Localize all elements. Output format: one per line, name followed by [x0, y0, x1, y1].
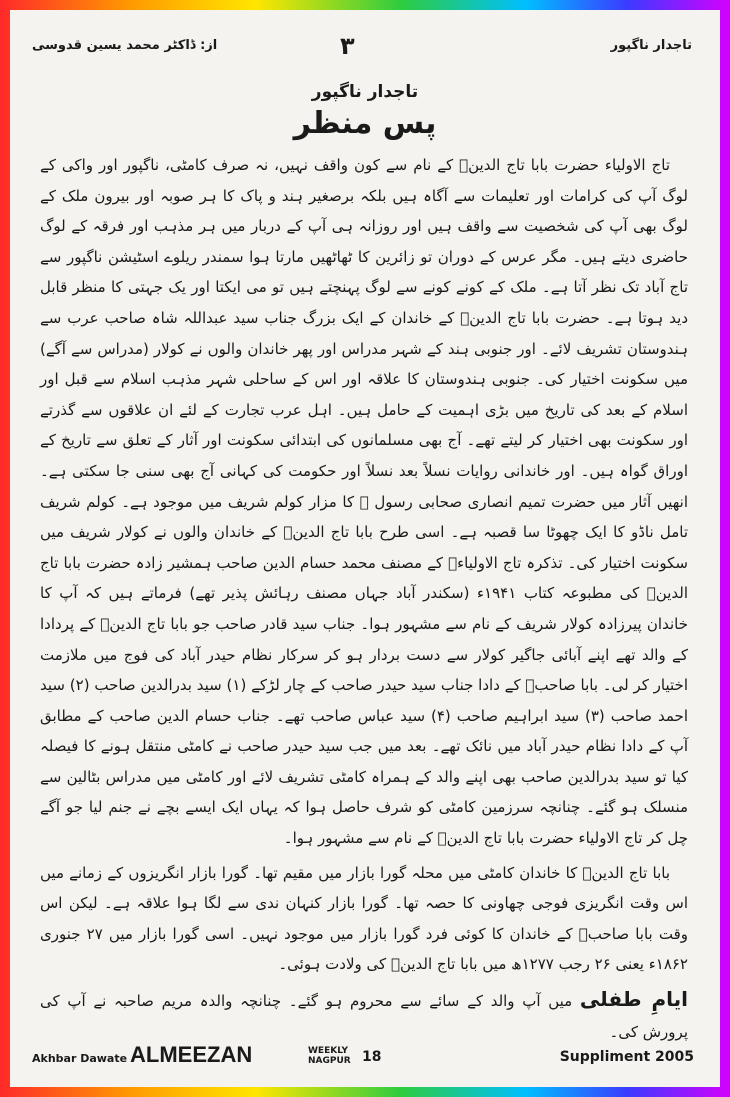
page-footer	[32, 1042, 694, 1076]
footer-left-label: Akhbar Dawate	[32, 1052, 128, 1065]
closing-paragraph	[40, 984, 688, 1047]
article-paragraph: تاج الاولیاء حضرت بابا تاج الدینؒ کے نام سے کون واقف نہیں، نہ صرف کامٹی، ناگپور اور واکی کے لوگ آپ کی کرامات اور تعلیمات سے آگاہ ہیں بلکہ برصغیر ہند و پاک کا ہر صوبہ اور بیرون ملک کے لوگ بھی آپ کی شخصیت سے واقف ہیں اور روزانہ ہی آپ کے دربار میں ہر مذہب اور فرقہ کے لوگ حاضری دیتے ہیں۔ مگر عرس کے دوران تو زائرین کا ٹھاٹھیں مارتا ہوا سمندر ریلوے اسٹیشن ناگپور سے تاج آباد تک نظر آتا ہے۔ ملک کے کونے کونے سے لوگ پہنچتے ہیں تو می ایکتا اور یک جہتی کا منظر قابل دید ہوتا ہے۔ حضرت بابا تاج الدینؒ کے خاندان کے ایک بزرگ جناب سید عبداللہ شاہ صاحب عرب سے ہندوستان تشریف لائے۔ اور جنوبی ہند کے شہر مدراس اور پھر خاندان والوں نے کولار (مدراس سے آگے) میں سکونت اختیار کی۔ جنوبی ہندوستان کا علاقہ اور اس کے ساحلی شہر مذہب اسلام سے قبل اور اسلام کے بعد کی تاریخ میں بڑی اہمیت کے حامل ہیں۔ اہل عرب تجارت کے لئے ان علاقوں سے گذرتے اور سکونت بھی اختیار کر لیتے تھے۔ آج بھی مسلمانوں کی ابتدائی سکونت اور آثار کے تعلق سے تاریخ کے اوراق گواہ ہیں۔ اور خاندانی روایات نسلاً بعد نسلاً اور حکومت کی کہانی آج بھی سنی جا سکتی ہے۔ انھیں آثار میں حضرت تمیم انصاری صحابی رسول ﷺ کا مزار کولم شریف میں موجود ہے۔ کولم شریف تامل ناڈو کا ایک چھوٹا سا قصبہ ہے۔ اسی طرح بابا تاج الدینؒ کے خاندان والوں نے کولار شریف میں سکونت اختیار کی۔ تذکرہ تاج الاولیاءؒ کے مصنف محمد حسام الدین صاحب ہمشیر زادہ حضرت بابا تاج الدینؒ کی مطبوعہ کتاب ۱۹۴۱ء (سکندر آباد جہاں مصنف رہائش پذیر تھے) فرماتے ہیں کہ آپ کا خاندان پیرزادہ کولار شریف کے نام سے مشہور ہوا۔ جناب سید قادر صاحب جو بابا تاج الدینؒ کے پردادا کے والد تھے اپنے آبائی جاگیر کولار سے دست بردار ہو کر سرکار نظام حیدر آباد کی فوج میں ملازمت اختیار کر لی۔ بابا صاحبؒ کے دادا جناب سید حیدر صاحب کے چار لڑکے (۱) سید بدرالدین صاحب (۲) سید احمد صاحب (۳) سید ابراہیم صاحب (۴) سید عباس صاحب تھے۔ جناب حسام الدین صاحب کے مطابق آپ کے دادا نظام حیدر آباد میں نائک تھے۔ بعد میں جب سید حیدر صاحب نے کامٹی منتقل ہونے کا فیصلہ کیا تو سید بدرالدین صاحب بھی اپنے والد کے ہمراہ کامٹی تشریف لائے اور کامٹی میں مدراس بٹالین سے منسلک ہو گئے۔ چنانچہ سرزمین کامٹی کو شرف حاصل ہوا کہ یہاں ایک ایسے بچے نے جنم لیا جو آگے چل کر تاج الاولیاء حضرت بابا تاج الدینؒ کے نام سے مشہور ہوا۔	[40, 156, 689, 848]
article-body	[40, 150, 688, 1047]
article-paragraph: بابا تاج الدینؒ کا خاندان کامٹی میں محلہ گورا بازار میں مقیم تھا۔ گورا بازار انگریزوں کے زمانے میں اس وقت انگریزی فوجی چھاونی کا حصہ تھا۔ گورا بازار کنہان ندی سے لگا ہوا علاقہ ہے۔ لیکن اس وقت بابا صاحبؒ کے خاندان کا کوئی فرد گورا بازار میں موجود نہیں۔ اسی گورا بازار میں ۲۷ جنوری ۱۸۶۲ء یعنی ۲۶ رجب ۱۲۷۷ھ میں بابا تاج الدینؒ کی ولادت ہوئی۔	[40, 863, 688, 974]
footer-supplement: Suppliment 2005	[559, 1049, 694, 1065]
footer-page-number: 18	[362, 1049, 382, 1065]
newspaper-page	[10, 10, 720, 1087]
header-author: از: ڈاکٹر محمد یسین قدوسی	[32, 38, 218, 53]
article-subtitle: تاجدار ناگپور	[311, 82, 419, 102]
header-page-number: ۳	[340, 32, 355, 60]
footer-weekly: WEEKLY NAGPUR	[308, 1046, 351, 1066]
footer-brand: ALMEEZAN	[130, 1042, 253, 1067]
header-title: تاجدار ناگپور	[610, 38, 692, 53]
closing-heading: ایامِ طفلی	[579, 987, 688, 1012]
article-title: پس منظر	[293, 106, 437, 141]
closing-text: میں آپ والد کے سائے سے محروم ہو گئے۔ چنانچہ والدہ مریم صاحبہ نے آپ کی پرورش کی۔	[40, 992, 688, 1041]
